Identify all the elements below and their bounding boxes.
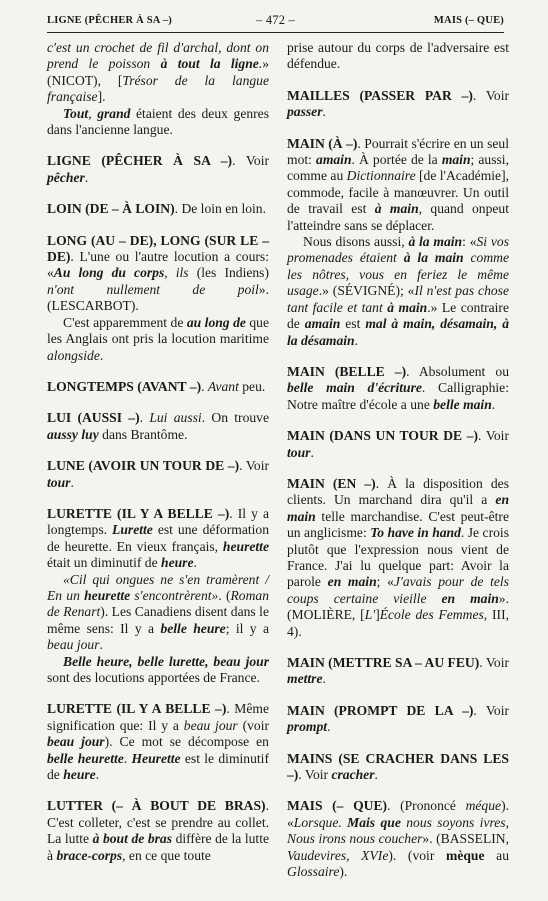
italic-run: Glossaire xyxy=(287,864,340,880)
italic-run: c'est un crochet de fil d'archal, dont on prend le poisson xyxy=(47,40,269,72)
text-run: diffère de la lutte à xyxy=(47,831,270,863)
dictionary-entry xyxy=(287,88,509,121)
dictionary-entry xyxy=(47,201,269,217)
bold-italic-run: heurette xyxy=(222,538,269,554)
headword: mèque xyxy=(446,847,485,863)
bold-italic-run: brace-corps xyxy=(56,847,123,863)
italic-run: alongside xyxy=(47,347,100,363)
dictionary-entry xyxy=(47,153,269,186)
bold-italic-run: heurette xyxy=(84,587,131,603)
text-run: ). « xyxy=(287,798,509,830)
bold-italic-run: prompt xyxy=(287,719,328,735)
text-run: prise autour du corps de l'adversaire est défendue. xyxy=(287,40,509,72)
bold-italic-run: grand xyxy=(97,105,131,121)
headword: MAIN (EN –) xyxy=(287,475,376,491)
headword: LURETTE (IL Y A BELLE –) xyxy=(47,505,230,521)
text-run: . Même signification que: Il y a xyxy=(47,701,269,733)
dictionary-entry xyxy=(47,458,269,491)
text-run: [de l'Académie], commode, facile à manœuvrer. Un outil de travail est xyxy=(287,168,510,217)
text-run: étaient des deux genres dans l'ancienne langue. xyxy=(47,105,269,138)
bold-italic-run: passer xyxy=(287,104,323,120)
dictionary-entry xyxy=(287,703,509,736)
bold-italic-run: amain xyxy=(316,152,352,168)
headword: LUNE (AVOIR UN TOUR DE –) xyxy=(47,458,240,474)
bold-italic-run: à main xyxy=(374,201,419,217)
text-run: ». (BASSELIN, xyxy=(422,831,509,847)
paragraph xyxy=(47,654,269,687)
bold-italic-run: mettre xyxy=(287,671,323,687)
text-run: . xyxy=(310,444,314,460)
italic-run: beau jour xyxy=(183,717,238,733)
text-run: ». (MOLIÈRE, [ xyxy=(287,590,509,623)
text-run: . Voir xyxy=(472,87,509,103)
text-run: . xyxy=(99,347,104,363)
italic-run: «Cil qui ongues ne s'en tramèrent / En un xyxy=(47,571,269,603)
bold-italic-run: à tout la ligne xyxy=(160,56,259,72)
bold-italic-run: amain xyxy=(304,316,341,332)
dictionary-entry xyxy=(47,506,269,572)
italic-run: nous soyons ivres, Nous irons nous coucher xyxy=(287,814,509,847)
text-run: ; il y a xyxy=(225,620,270,636)
text-run: . Je crois plutôt que l'expression nous vient de France. J'ai lu quelque part: Avoir la parole xyxy=(287,525,509,590)
paragraph xyxy=(287,40,509,73)
text-run: , en ce que toute xyxy=(122,847,211,863)
text-run: . ( xyxy=(218,587,231,603)
text-run: . xyxy=(95,767,100,783)
bold-italic-run: Lurette xyxy=(112,522,153,538)
text-run: . Voir xyxy=(479,655,509,670)
headword: MAIN (METTRE SA – AU FEU) xyxy=(287,655,480,670)
text-run: ). Les Canadiens disent dans le même sens: Il y a xyxy=(47,604,269,636)
bold-italic-run: Heurette xyxy=(131,750,181,766)
dictionary-entry xyxy=(47,701,269,783)
text-run: ; aussi, comme au xyxy=(287,152,509,184)
text-run: Nous disons aussi, xyxy=(303,234,409,250)
dictionary-entry xyxy=(287,136,509,234)
text-run: . xyxy=(193,555,197,571)
text-run: C'est apparemment de xyxy=(63,314,187,330)
text-run: que les Anglais ont pris la locution maritime xyxy=(47,314,270,347)
text-run: . Voir xyxy=(232,153,269,169)
text-run: . Absolument ou xyxy=(406,363,509,379)
italic-run: Trésor de la langue française xyxy=(47,72,269,105)
text-run: . Voir xyxy=(473,702,510,718)
text-run: est une déformation de heurette. En vieux français, xyxy=(47,522,270,554)
text-run: . xyxy=(374,767,378,783)
dictionary-entry xyxy=(47,233,269,315)
text-run: » (NICOT), [ xyxy=(47,56,270,88)
bold-italic-run: Au long du corps xyxy=(53,265,165,281)
text-run: . xyxy=(84,169,89,185)
text-run: : « xyxy=(462,234,477,250)
bold-italic-run: heure xyxy=(161,555,194,571)
headword: LUTTER (– À BOUT DE BRAS) xyxy=(47,798,266,814)
bold-italic-run: Tout xyxy=(63,105,89,121)
italic-run: Avant xyxy=(207,378,239,394)
text-run: (voir xyxy=(237,717,269,733)
dictionary-entry xyxy=(287,798,509,880)
page-number: – 472 – xyxy=(256,13,295,27)
italic-run: . xyxy=(258,56,263,72)
bold-italic-run: au long de xyxy=(186,314,246,330)
bold-italic-run: heure xyxy=(63,767,96,783)
headword: MAIN (BELLE –) xyxy=(287,363,407,379)
headword: LIGNE (PÊCHER À SA –) xyxy=(47,153,233,169)
bold-italic-run: à bout de bras xyxy=(92,831,173,847)
paragraph xyxy=(47,106,269,139)
text-run: . À la disposition des clients. Un marchand dira qu'il a xyxy=(287,475,509,508)
running-head-right: MAIS (– QUE) xyxy=(433,15,504,26)
dictionary-entry xyxy=(287,751,509,784)
dictionary-entry xyxy=(287,428,509,461)
bold-italic-run: belle heurette xyxy=(47,750,124,766)
bold-italic-run: Mais que xyxy=(347,814,401,830)
bold-italic-run: à la main xyxy=(403,250,464,266)
bold-italic-run: tour xyxy=(287,444,311,460)
text-run: . Il y a longtemps. xyxy=(47,505,269,538)
italic-run: Roman de Renart xyxy=(47,587,269,620)
text-run: ). (voir xyxy=(388,847,446,863)
text-run: . xyxy=(354,332,359,348)
dictionary-entry xyxy=(47,410,269,443)
text-run: . xyxy=(322,104,326,120)
paragraph xyxy=(47,315,269,364)
text-run: .» Le contraire de xyxy=(287,299,509,332)
text-run: telle marchandise. C'est peut-être un anglicisme: xyxy=(287,508,509,541)
text-run: est le diminutif de xyxy=(47,750,269,783)
text-run: .» (SÉVIGNÉ); « xyxy=(318,283,415,299)
bold-italic-run: To have in hand xyxy=(370,525,461,541)
bold-italic-run: à main xyxy=(387,299,428,315)
dictionary-entry xyxy=(287,655,509,688)
bold-italic-run: en main xyxy=(287,492,509,524)
dictionary-entry xyxy=(287,364,509,413)
text-run: ». (LESCARBOT). xyxy=(47,281,269,314)
text-run: . xyxy=(123,750,132,766)
headword: MAIS (– QUE) xyxy=(287,798,388,814)
text-run: . xyxy=(491,396,496,412)
bold-italic-run: Belle heure, belle lurette, beau jour xyxy=(63,653,269,669)
bold-italic-run: mal à main, désamain, à la désamain xyxy=(287,316,510,348)
italic-run: Il n'est pas chose tant facile et tant xyxy=(287,283,510,315)
text-run: sont des locutions apportées de France. xyxy=(47,670,260,685)
bold-italic-run: belle main d'écriture xyxy=(287,380,422,396)
text-run: ). Ce mot se décompose en xyxy=(104,734,269,750)
text-run: . Voir xyxy=(298,767,332,783)
headword: LONGTEMPS (AVANT –) xyxy=(47,378,202,394)
text-run: , quand onpeut l'atteindre sans se déplacer. xyxy=(287,201,509,233)
text-run: . xyxy=(70,474,74,490)
headword: LONG (AU – DE), LONG (SUR LE – DE) xyxy=(47,232,269,265)
headword: MAIN (À –) xyxy=(287,135,358,151)
text-run: . À portée de la xyxy=(351,152,442,168)
bold-italic-run: tour xyxy=(47,474,71,490)
text-run: . xyxy=(322,671,326,687)
bold-italic-run: aussy luy xyxy=(47,426,99,442)
dictionary-entry xyxy=(47,379,269,395)
text-run: ). xyxy=(339,864,348,880)
headword: LURETTE (IL Y A BELLE –) xyxy=(47,701,227,717)
italic-run: Lui aussi xyxy=(149,410,202,426)
bold-italic-run: pêcher xyxy=(47,169,85,185)
bold-italic-run: en main xyxy=(327,574,377,590)
text-run: , xyxy=(88,105,98,121)
italic-run: J'avais pour de tels coups certaine vieille xyxy=(287,574,509,606)
right-column xyxy=(287,40,509,880)
bold-italic-run: en main xyxy=(441,590,499,606)
bold-italic-run: belle main xyxy=(433,396,492,412)
text-run: . De loin en loin. xyxy=(174,201,267,217)
italic-run: méque xyxy=(465,798,502,814)
italic-run: comme les nôtres, vous en feriez le même usage xyxy=(287,250,510,299)
text-run: . xyxy=(201,378,208,394)
italic-run: L' xyxy=(364,607,376,623)
headword: MAIN (DANS UN TOUR DE –) xyxy=(287,428,479,444)
text-run: , III, 4). xyxy=(287,607,510,639)
bold-italic-run: beau jour xyxy=(47,734,105,750)
italic-run: Lorsque. xyxy=(293,814,348,830)
paragraph xyxy=(47,40,269,106)
italic-run: Dictionnaire xyxy=(346,168,416,184)
italic-run: n'ont nullement de poil xyxy=(47,281,259,297)
text-run: ]. xyxy=(97,89,106,105)
italic-run: École des Femmes xyxy=(379,607,484,623)
italic-run: Si vos promenades étaient xyxy=(287,234,509,266)
dictionary-entry xyxy=(287,476,509,640)
text-run: . Voir xyxy=(478,428,509,444)
text-run: . xyxy=(139,410,150,426)
running-head-left: LIGNE (PÊCHER À SA –) xyxy=(47,15,172,26)
bold-italic-run: à la main xyxy=(408,234,463,250)
bold-italic-run: main xyxy=(441,152,471,168)
text-run: . On trouve xyxy=(201,410,270,426)
text-run: ; « xyxy=(376,574,394,590)
left-column xyxy=(47,40,269,864)
text-run: . xyxy=(327,719,331,735)
text-run: . L'une ou l'autre locution a cours: « xyxy=(47,249,269,281)
headword: MAINS (SE CRACHER DANS LES –) xyxy=(287,750,509,783)
headword: MAIN (PROMPT DE LA –) xyxy=(287,702,474,718)
text-run: (les Indiens) xyxy=(188,265,269,281)
headword: LOIN (DE – À LOIN) xyxy=(47,201,175,217)
text-run: . (Prononcé xyxy=(387,798,466,814)
dictionary-entry xyxy=(47,798,269,864)
italic-run: Vaudevires, XVIe xyxy=(287,847,389,863)
headword: LUI (AUSSI –) xyxy=(47,410,140,426)
text-run: ] xyxy=(375,607,380,623)
text-run: peu. xyxy=(238,378,266,394)
italic-run: beau jour xyxy=(47,637,100,653)
text-run: dans Brantôme. xyxy=(98,426,188,442)
text-run: . C'est colleter, c'est se prendre au collet. La lutte xyxy=(47,798,269,847)
text-run: est xyxy=(340,316,366,332)
page-header xyxy=(47,12,504,33)
text-run: . xyxy=(99,637,103,653)
paragraph xyxy=(47,572,269,654)
italic-run: s'encontrèrent» xyxy=(130,587,219,603)
paragraph xyxy=(287,234,509,349)
text-run: était un diminutif de xyxy=(47,555,162,571)
text-run: . Calligraphie: Notre maître d'école a une xyxy=(287,380,509,412)
bold-italic-run: belle heure xyxy=(160,620,226,636)
bold-italic-run: cracher xyxy=(331,767,375,783)
text-run: . Pourrait s'écrire en un seul mot: xyxy=(287,135,509,168)
text-run: au xyxy=(484,847,509,863)
headword: MAILLES (PASSER PAR –) xyxy=(287,87,473,103)
italic-run: , ils xyxy=(164,265,189,281)
text-run: . Voir xyxy=(239,458,270,474)
